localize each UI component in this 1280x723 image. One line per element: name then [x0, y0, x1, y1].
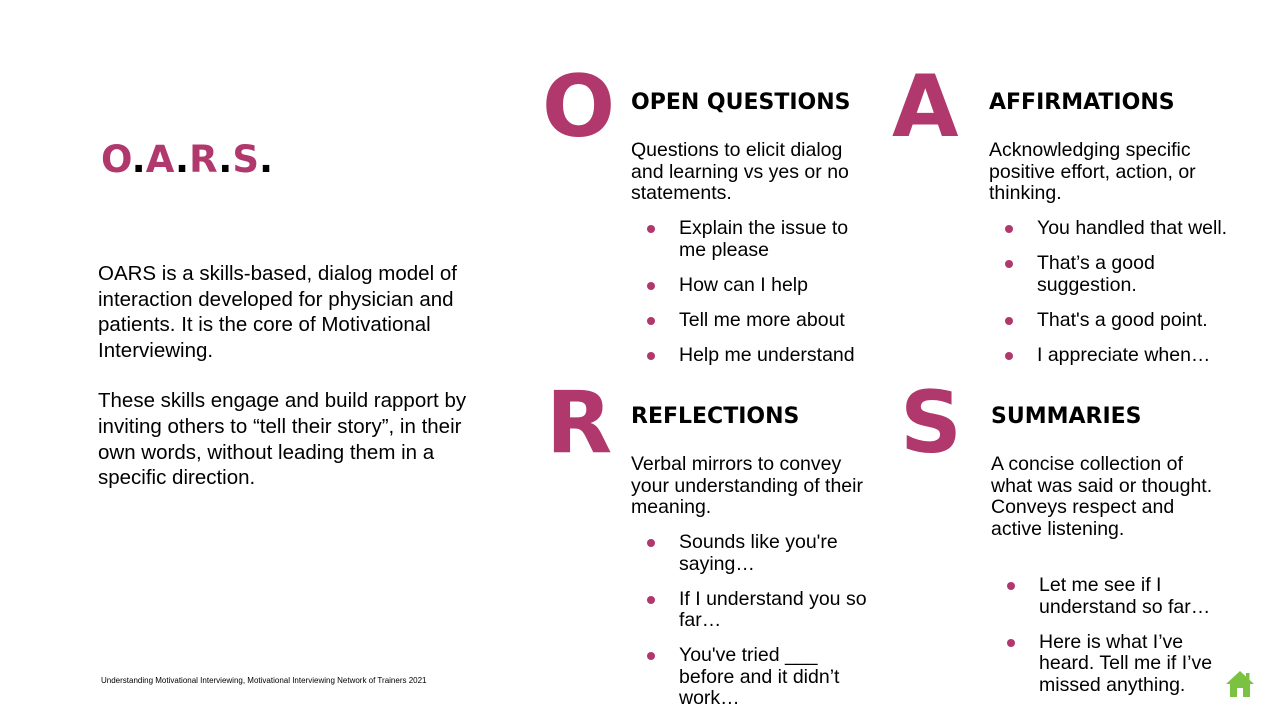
open-questions-title: OPEN QUESTIONS: [631, 90, 851, 115]
open-questions-list: [631, 218, 871, 380]
bullet-icon: [647, 652, 655, 660]
list-item-text: I appreciate when…: [1037, 343, 1211, 366]
list-item-text: That’s a good suggestion.: [1037, 252, 1155, 296]
list-item: [631, 345, 871, 367]
intro-paragraph-2: These skills engage and build rapport by inviting others to “tell their story”, in their own words, without leading them in a specific direction.: [98, 389, 467, 490]
bullet-icon: [1007, 639, 1015, 647]
list-item-text: Help me understand: [679, 343, 855, 366]
list-item: [631, 275, 871, 297]
list-item: [989, 310, 1229, 332]
bullet-icon: [1005, 352, 1013, 360]
letter-a: A: [892, 57, 959, 157]
logo-dot: .: [175, 138, 190, 181]
affirmations-title: AFFIRMATIONS: [989, 90, 1175, 115]
bullet-icon: [647, 539, 655, 547]
logo-dot: .: [259, 138, 274, 181]
list-item-text: Tell me more about: [679, 308, 845, 331]
list-item: [989, 218, 1229, 240]
reflections-title: REFLECTIONS: [631, 404, 800, 429]
list-item: [631, 532, 871, 575]
home-icon: [1224, 668, 1256, 700]
list-item-text: Sounds like you're saying…: [679, 531, 838, 575]
bullet-icon: [1005, 317, 1013, 325]
list-item: [989, 253, 1229, 296]
bullet-icon: [1007, 582, 1015, 590]
summaries-desc: A concise collection of what was said or thought. Conveys respect and active listening.: [991, 453, 1213, 540]
bullet-icon: [647, 282, 655, 290]
list-item: [631, 218, 871, 261]
list-item-text: If I understand you so far…: [679, 587, 867, 631]
bullet-icon: [1005, 260, 1013, 268]
bullet-icon: [647, 352, 655, 360]
bullet-icon: [647, 225, 655, 233]
summaries-list: [991, 575, 1216, 710]
letter-o: O: [542, 57, 616, 157]
list-item-text: Explain the issue to me please: [679, 217, 849, 261]
reflections-desc: Verbal mirrors to convey your understanding of their meaning.: [631, 453, 863, 518]
list-item-text: That's a good point.: [1037, 308, 1208, 331]
logo-letter-s: S: [232, 138, 259, 181]
oars-logo: [101, 138, 273, 182]
bullet-icon: [1005, 225, 1013, 233]
reflections-list: [631, 532, 871, 723]
list-item-text: Let me see if I understand so far…: [1039, 574, 1211, 618]
bullet-icon: [647, 596, 655, 604]
list-item-text: You've tried ___ before and it didn’t work…: [679, 644, 840, 709]
logo-letter-r: R: [189, 138, 219, 181]
list-item-text: Here is what I’ve heard. Tell me if I’ve missed anything.: [1039, 630, 1213, 696]
list-item: [989, 345, 1229, 367]
letter-s: S: [900, 373, 962, 473]
list-item: [991, 632, 1216, 697]
intro-paragraph-1: OARS is a skills-based, dialog model of interaction developed for physician and patients. It is the core of Motivational Interviewing.: [98, 262, 457, 362]
letter-r: R: [546, 373, 613, 473]
bullet-icon: [647, 317, 655, 325]
logo-dot: .: [131, 138, 146, 181]
logo-dot: .: [218, 138, 233, 181]
list-item-text: You handled that well.: [1037, 217, 1228, 239]
list-item-text: How can I help: [679, 273, 808, 296]
logo-letter-a: A: [145, 138, 176, 181]
logo-letter-o: O: [101, 138, 132, 181]
summaries-title: SUMMARIES: [991, 404, 1142, 429]
list-item: [631, 645, 871, 710]
affirmations-desc: Acknowledging specific positive effort, action, or thinking.: [989, 139, 1196, 204]
affirmations-list: [989, 218, 1229, 380]
home-button[interactable]: [1224, 668, 1256, 700]
open-questions-desc: Questions to elicit dialog and learning vs yes or no statements.: [631, 139, 849, 204]
list-item: [631, 589, 871, 632]
list-item: [631, 310, 871, 332]
list-item: [991, 575, 1216, 618]
intro-text: [98, 261, 498, 516]
citation: Understanding Motivational Interviewing, Motivational Interviewing Network of Trainers 2021: [101, 676, 427, 685]
